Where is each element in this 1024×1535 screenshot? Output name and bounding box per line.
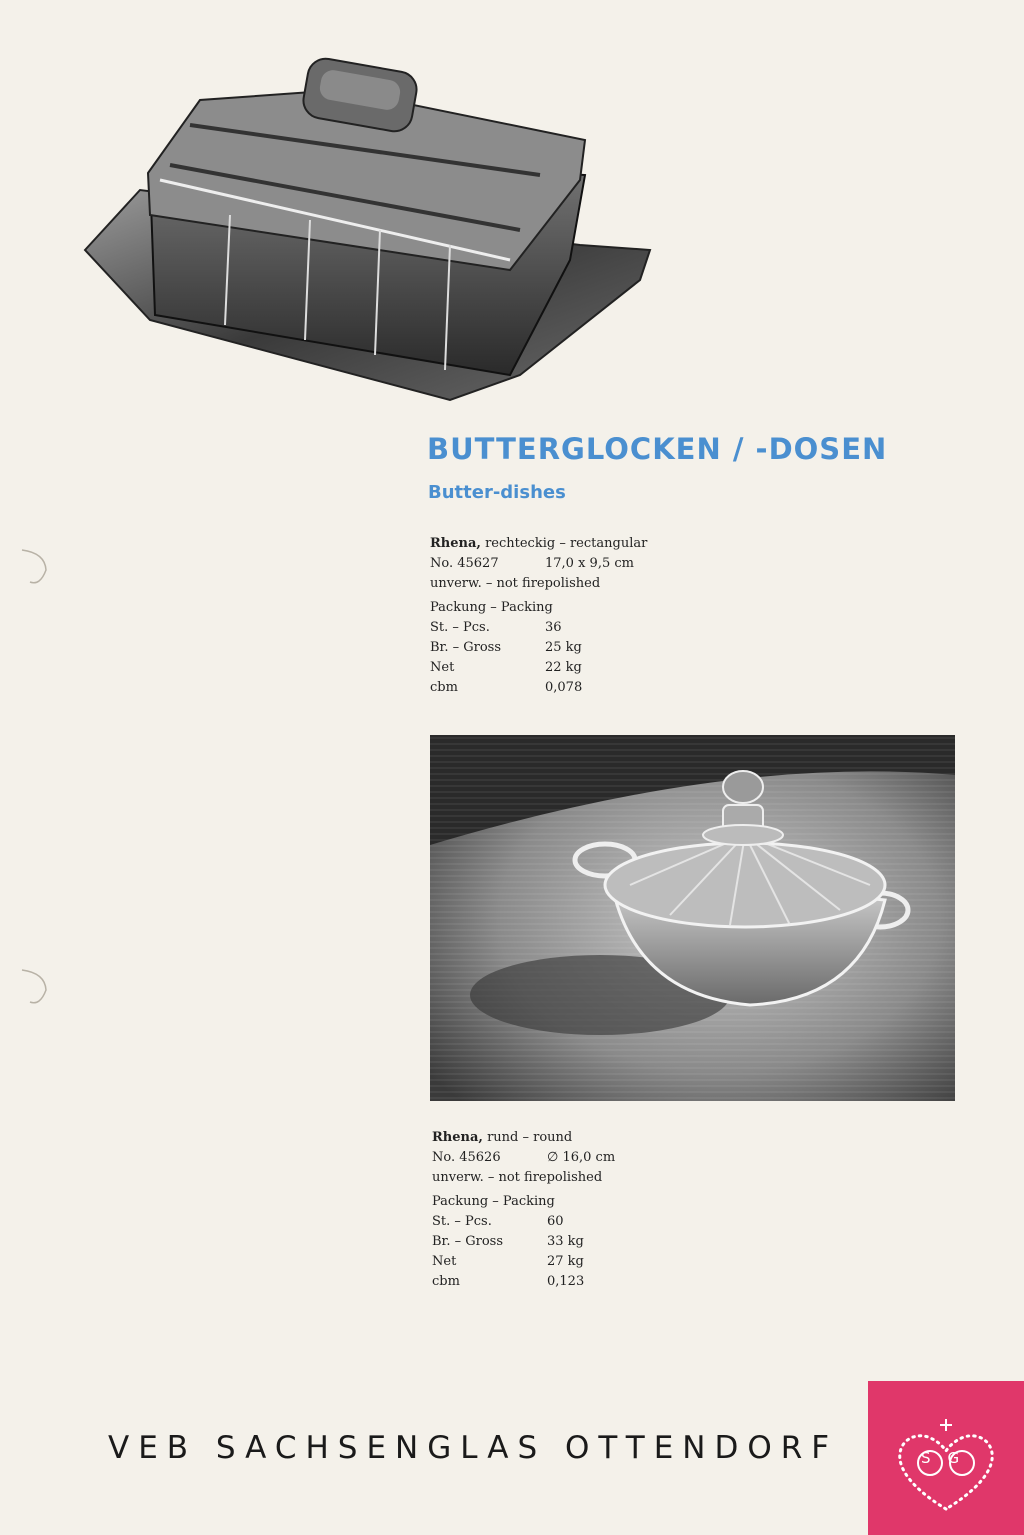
product-spec-round	[432, 1128, 615, 1292]
spec-pcs-row	[430, 618, 647, 638]
round-butter-dish-photo	[430, 735, 955, 1101]
logo-letters: SG	[921, 1449, 977, 1467]
spec-finish-row	[432, 1168, 615, 1188]
spec-net-row	[432, 1252, 615, 1272]
spec-gross-row	[432, 1232, 615, 1252]
product-finish: unverw. – not firepolished	[432, 1170, 603, 1185]
company-name: VEB SACHSENGLAS OTTENDORF	[108, 1430, 839, 1466]
spec-packing-row	[430, 598, 647, 618]
product-name: Rhena,	[430, 536, 481, 551]
spec-packing-row	[432, 1192, 615, 1212]
sg-heart-logo-icon	[868, 1381, 1024, 1535]
cbm-value: 0,123	[547, 1274, 585, 1289]
pcs-label: St. – Pcs.	[432, 1214, 492, 1229]
page-subtitle: Butter-dishes	[428, 482, 566, 503]
cbm-label: cbm	[432, 1274, 460, 1289]
spec-cbm-row	[432, 1272, 615, 1292]
net-value: 22 kg	[545, 660, 582, 675]
product-size: ∅ 16,0 cm	[547, 1150, 616, 1165]
gross-label: Br. – Gross	[430, 640, 502, 655]
page-title: BUTTERGLOCKEN / -DOSEN	[427, 432, 888, 466]
spec-cbm-row	[430, 678, 647, 698]
punch-mark	[20, 968, 50, 1008]
pcs-value: 36	[545, 620, 562, 635]
gross-label: Br. – Gross	[432, 1234, 504, 1249]
spec-name-row	[432, 1128, 615, 1148]
net-label: Net	[432, 1254, 457, 1269]
product-spec-rectangular	[430, 534, 647, 698]
gross-value: 33 kg	[547, 1234, 584, 1249]
spec-number-row	[432, 1148, 615, 1168]
spec-name-row	[430, 534, 647, 554]
product-desc: rechteckig – rectangular	[485, 536, 648, 551]
net-label: Net	[430, 660, 455, 675]
product-desc: rund – round	[487, 1130, 573, 1145]
product-finish: unverw. – not firepolished	[430, 576, 601, 591]
product-number: No. 45627	[430, 556, 499, 571]
product-number: No. 45626	[432, 1150, 501, 1165]
product-size: 17,0 x 9,5 cm	[545, 556, 634, 571]
packing-heading: Packung – Packing	[430, 600, 553, 615]
net-value: 27 kg	[547, 1254, 584, 1269]
spec-net-row	[430, 658, 647, 678]
packing-heading: Packung – Packing	[432, 1194, 555, 1209]
pcs-value: 60	[547, 1214, 564, 1229]
product-name: Rhena,	[432, 1130, 483, 1145]
pcs-label: St. – Pcs.	[430, 620, 490, 635]
punch-mark	[20, 548, 50, 588]
spec-number-row	[430, 554, 647, 574]
rectangular-butter-dish-photo	[80, 55, 660, 405]
spec-finish-row	[430, 574, 647, 594]
spec-gross-row	[430, 638, 647, 658]
gross-value: 25 kg	[545, 640, 582, 655]
spec-pcs-row	[432, 1212, 615, 1232]
cbm-label: cbm	[430, 680, 458, 695]
cbm-value: 0,078	[545, 680, 583, 695]
